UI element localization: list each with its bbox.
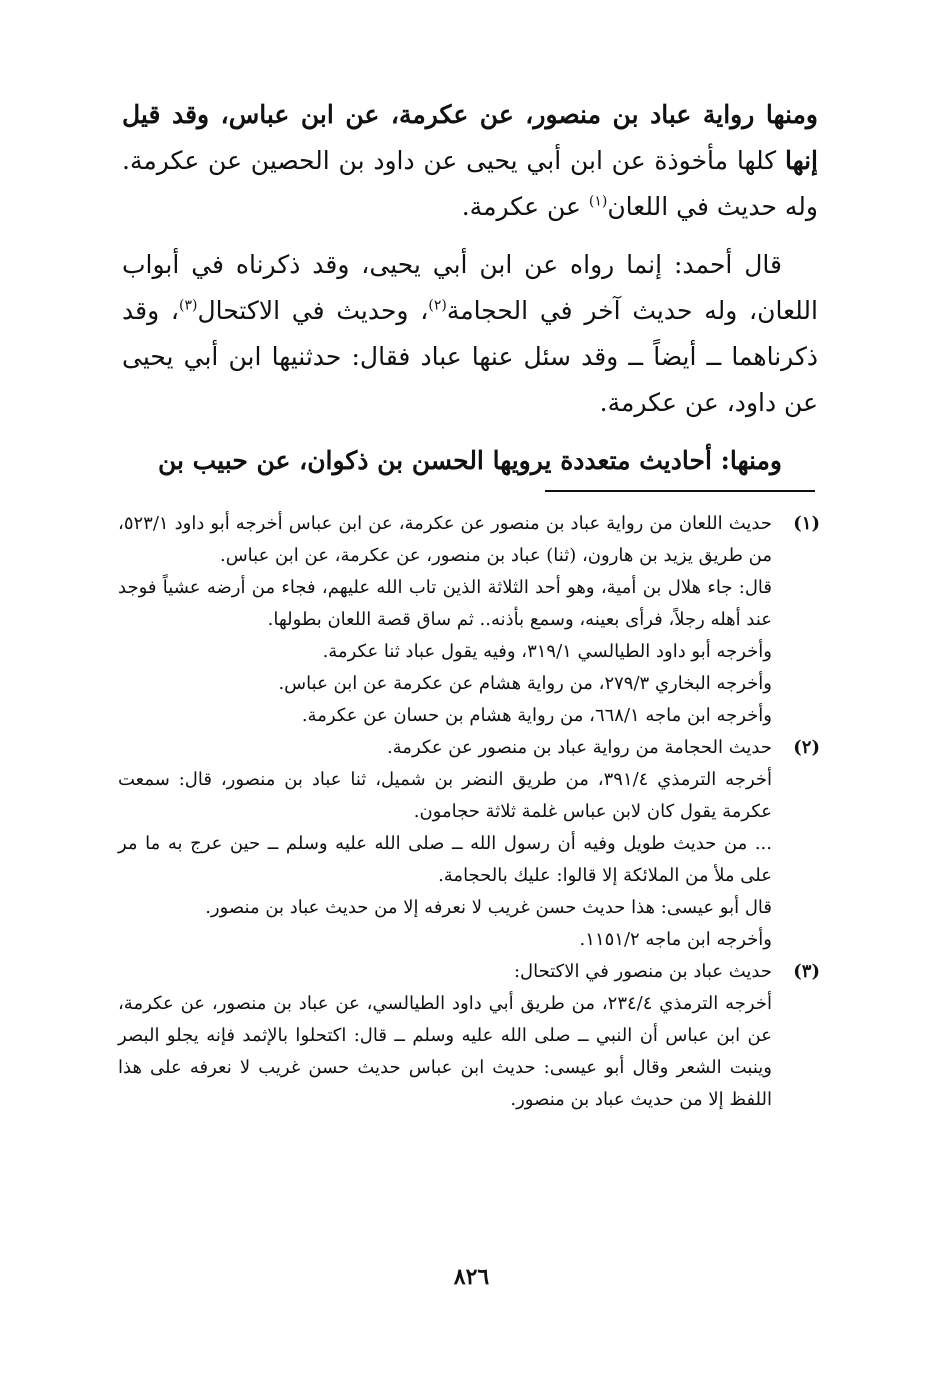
footnote-line: وأخرجه ابن ماجه ١١٥١/٢.: [579, 929, 772, 950]
footnote-line: وأخرجه البخاري ٢٧٩/٣، من رواية هشام عن عكرمة عن ابن عباس.: [278, 673, 772, 694]
footnote-line: ... من حديث طويل وفيه أن رسول الله ــ صلى الله عليه وسلم ــ حين عرج به ما مر على ملأ من الملائكة إلا قالوا: عليك بالحجامة.: [118, 833, 772, 886]
footnote-3: [118, 956, 818, 1116]
paragraph-2-part-c: ، وقد ذكرناهما ــ أيضاً ــ وقد سئل عنها عباد فقال: حدثنيها ابن أبي يحيى عن داود، عن عكرمة.: [122, 296, 818, 417]
paragraph-3-lead: ومنها: أحاديث متعددة يرويها الحسن بن ذكوان، عن حبيب بن: [157, 446, 782, 475]
footnote-number: (١): [793, 513, 820, 534]
footnote-line: وأخرجه ابن ماجه ٦٦٨/١، من رواية هشام بن حسان عن عكرمة.: [301, 705, 772, 726]
footnote-ref-2: (٢): [428, 297, 447, 314]
footnote-1: [118, 508, 818, 732]
footnote-separator: [545, 490, 815, 492]
footnote-line: وأخرجه أبو داود الطيالسي ٣١٩/١، وفيه يقول عباد ثنا عكرمة.: [322, 641, 772, 662]
paragraph-2-part-b: ، وحديث في الاكتحال: [197, 296, 429, 325]
footnote-line: أخرجه الترمذي ٣٩١/٤، من طريق النضر بن شميل، ثنا عباد بن منصور، قال: سمعت عكرمة يقول كان لابن عباس غلمة ثلاثة حجامون.: [118, 769, 772, 822]
footnote-line: حديث الحجامة من رواية عباد بن منصور عن عكرمة.: [386, 737, 772, 758]
footnote-2: [118, 732, 818, 956]
footnote-line: حديث عباد بن منصور في الاكتحال:: [513, 961, 772, 982]
paragraph-3: [122, 438, 818, 484]
main-text: [122, 92, 818, 496]
paragraph-1-lead: ومنها رواية عباد بن منصور، عن عكرمة، عن ابن عباس، وقد قيل إنها: [122, 100, 818, 175]
paragraph-2-part-a: قال أحمد: إنما رواه عن ابن أبي يحيى، وقد ذكرناه في أبواب اللعان، وله حديث آخر في الحجامة: [122, 250, 818, 325]
paragraph-1-body: كلها مأخوذة عن ابن أبي يحيى عن داود بن الحصين عن عكرمة. وله حديث في اللعان: [122, 146, 818, 221]
footnote-ref-3: (٣): [178, 297, 198, 314]
footnote-ref-1: (١): [588, 193, 608, 210]
footnotes: [118, 508, 818, 1116]
footnote-line: قال: جاء هلال بن أمية، وهو أحد الثلاثة الذين تاب الله عليهم، فجاء من أرضه عشياً فوجد عند أهله رجلاً، فرأى بعينه، وسمع بأذنه.. ثم ساق قصة اللعان بطولها.: [118, 577, 772, 630]
paragraph-2: [122, 242, 818, 426]
footnote-line: أخرجه الترمذي ٢٣٤/٤، من طريق أبي داود الطيالسي، عن عباد بن منصور، عن عكرمة، عن ابن عباس أن النبي ــ صلى الله عليه وسلم ــ قال: اكتحلوا بالإثمد فإنه يجلو البصر وينبت الشعر وقال أبو عيسى: حديث ابن عباس حديث حسن غريب لا نعرفه على هذا اللفظ إلا من حديث عباد بن منصور.: [118, 993, 772, 1110]
footnote-number: (٢): [793, 737, 820, 758]
paragraph-1: [122, 92, 818, 230]
footnote-line: حديث اللعان من رواية عباد بن منصور عن عكرمة، عن ابن عباس أخرجه أبو داود ٥٢٣/١، من طريق يزيد بن هارون، (ثنا) عباد بن منصور، عن عكرمة، عن ابن عباس.: [118, 513, 772, 566]
footnote-number: (٣): [793, 961, 820, 982]
page-number: ٨٢٦: [453, 1264, 490, 1290]
paragraph-1-tail: عن عكرمة.: [461, 192, 581, 221]
footnote-line: قال أبو عيسى: هذا حديث حسن غريب لا نعرفه إلا من حديث عباد بن منصور.: [205, 897, 772, 918]
